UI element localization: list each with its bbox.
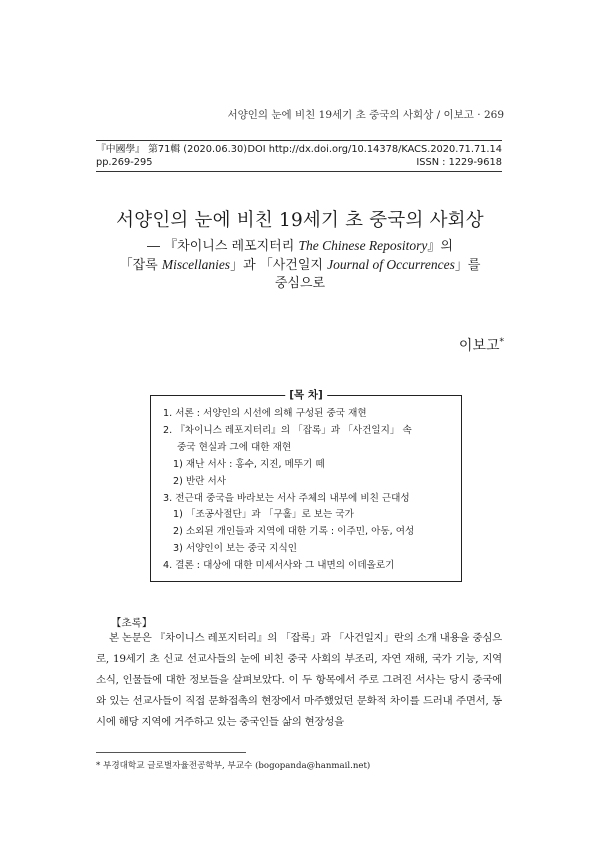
toc-item[interactable]: 2) 반란 서사 [173,475,227,487]
toc-item[interactable]: 4. 결론 : 대상에 대한 미세서사와 그 내면의 이데올로기 [163,560,395,572]
journal-citation: 『中國學』 第71輯 (2020.06.30) [96,144,248,155]
subtitle-text: 」과 「사건일지 [230,258,328,273]
toc-item[interactable]: 중국 현실과 그에 대한 재현 [177,441,292,453]
subtitle-line-3: 중심으로 [274,276,326,291]
subtitle-text: 「잡록 [119,258,162,273]
subtitle-line-2 [0,256,600,275]
toc-item[interactable]: 1) 재난 서사 : 홍수, 지진, 메뚜기 떼 [173,458,325,470]
abstract-label: 【초록】 [111,617,153,629]
toc-title: [목 차] [285,387,327,404]
subtitle-text: 」를 [454,258,481,273]
toc-item[interactable]: 3. 전근대 중국을 바라보는 서사 주체의 내부에 비친 근대성 [163,492,410,504]
toc-item[interactable]: 1) 「조공사절단」과 「구홀」로 보는 국가 [173,509,354,521]
author-footnote: * 부경대학교 글로벌자율전공학부, 부교수 (bogopanda@hanmail.net) [96,761,371,771]
subtitle-italic-title: Miscellanies [161,257,231,272]
toc-item[interactable]: 3) 서양인이 보는 중국 지식인 [173,543,297,555]
running-header: 서양인의 눈에 비친 19세기 초 중국의 사회상 / 이보고 · 269 [227,109,504,121]
table-of-contents [150,389,462,582]
journal-meta-row-2 [96,156,502,169]
author-name: 이보고 [458,338,500,354]
toc-item[interactable]: 2. 『차이니스 레포지터리』의 「잡록」과 「사건일지」 속 [163,424,412,436]
subtitle-text: ― 『차이니스 레포지터리 [147,239,299,254]
abstract-text: 본 논문은 『차이니스 레포지터리』의 「잡록」과 「사건일지」란의 소개 내용을 중심으로, 19세기 초 신교 선교사들의 눈에 비친 중국 사회의 부조리, 자연 재해, 국가 기능, 지역 소식, 인물들에 대한 정보들을 살펴보았다. 이 두 항목에서 주로 그려진 서사는 당시 중국에 와 있는 선교사들이 직접 문화접촉의 현장에서 마주했었던 문화적 차이를 드러내 주면서, 동시에 해당 지역에 거주하고 있는 중국인들 삶의 현장성을 [96,632,502,728]
footnote-divider [96,752,246,753]
subtitle-italic-title: Journal of Occurrences [327,257,455,272]
journal-meta-row-1 [96,143,502,156]
paper-title: 서양인의 눈에 비친 19세기 초 중국의 사회상 [116,210,484,231]
subtitle-line-1 [0,237,600,256]
subtitle-text: 』의 [427,239,453,254]
toc-item[interactable]: 2) 소외된 개인들과 지역에 대한 기록 : 이주민, 아동, 여성 [173,526,415,538]
toc-list [163,406,453,575]
journal-meta [96,140,502,172]
toc-item[interactable]: 1. 서론 : 서양인의 시선에 의해 구성된 중국 재현 [163,408,367,419]
author [459,335,504,355]
author-footnote-mark[interactable]: * [499,337,504,348]
page-range: pp.269-295 [96,157,153,168]
doi-link[interactable]: DOI http://dx.doi.org/10.14378/KACS.2020.71.71.14 [247,144,502,155]
issn: ISSN : 1229-9618 [416,157,502,168]
subtitle-italic-title: The Chinese Repository [298,238,428,253]
paper-subtitle [0,237,600,293]
